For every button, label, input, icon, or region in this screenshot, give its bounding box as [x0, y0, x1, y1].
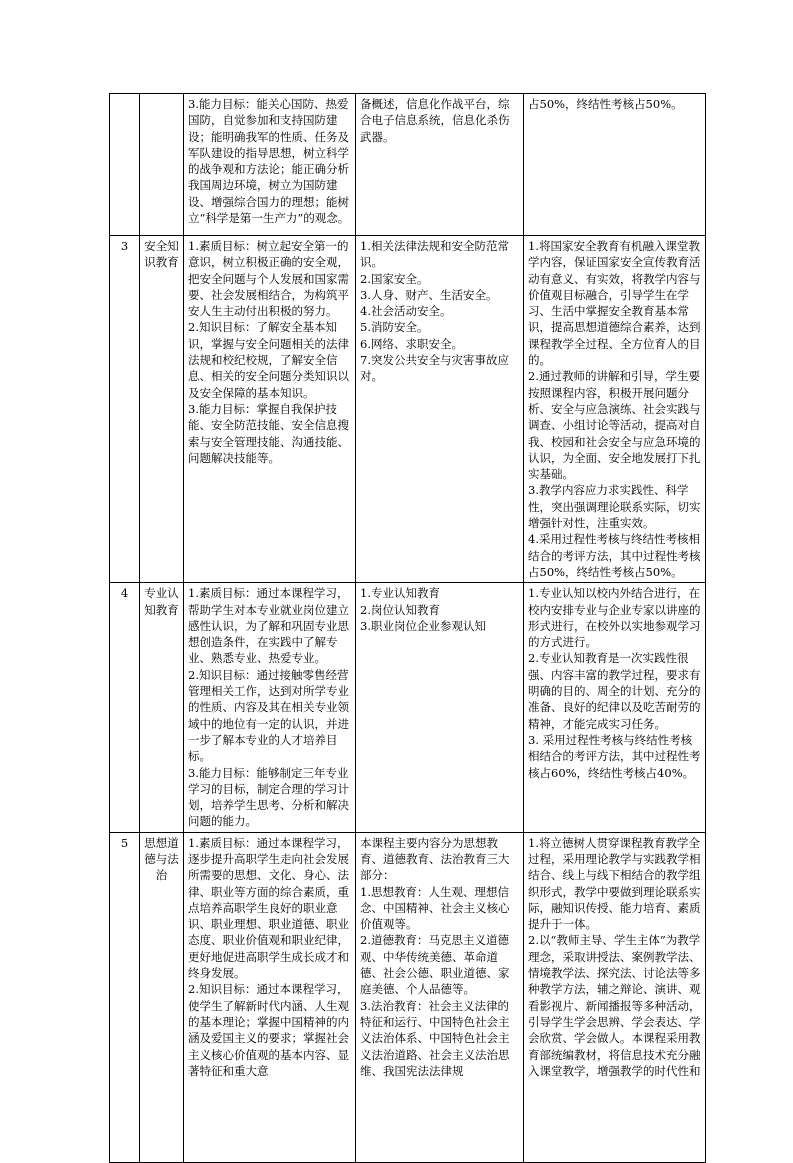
course-content — [356, 583, 524, 832]
goal-item: 3.能力目标：能够制定三年专业学习的目标，制定合理的学习计划，培养学生思考、分析和解决问题的能力。 — [188, 765, 349, 829]
course-requirements — [524, 832, 706, 1162]
course-name: 思想道德与法治 — [140, 832, 184, 1162]
content-item: 4.社会活动安全。 — [360, 304, 452, 319]
requirement-item: 4.采用过程性考核与终结性考核相结合的考评方法，其中过程性考核占50%，终结性考核占50%。 — [528, 532, 701, 579]
goal-item: 2.知识目标：通过本课程学习，使学生了解新时代内涵、人生观的基本理论；掌握中国精神的内涵及爱国主义的要求；掌握社会主义核心价值观的基本内容、显著特征和重大意 — [188, 982, 349, 1078]
goal-item: 1.素质目标：通过本课程学习，逐步提升高职学生走向社会发展所需要的思想、文化、身心、法律、职业等方面的综合素质，重点培养高职学生良好的职业意识、职业理想、职业道德、职业态度、职业价值观和职业纪律，更好地促进高职学生成长成才和终身发展。 — [188, 835, 349, 981]
content-item: 1.思想教育：人生观、理想信念、中国精神、社会主义核心价值观等。 — [360, 884, 510, 932]
goal-item: 3.能力目标：掌握自我保护技能、安全防范技能、安全信息搜索与安全管理技能、沟通技能、问题解决技能等。 — [188, 401, 349, 465]
content-item: 1.相关法律法规和安全防范常识。 — [360, 239, 509, 270]
content-item: 3.法治教育：社会主义法律的特征和运行、中国特色社会主义法治体系、中国特色社会主义法治道路、社会主义法治思维、我国宪法法律规 — [360, 998, 510, 1078]
table-row — [110, 94, 706, 236]
content-item: 1.专业认知教育 — [360, 586, 440, 601]
course-goals — [184, 583, 356, 832]
content-item: 2.岗位认知教育 — [360, 602, 440, 617]
course-name — [140, 94, 184, 236]
course-requirements — [524, 94, 706, 236]
course-requirements — [524, 236, 706, 583]
content-item: 5.消防安全。 — [360, 320, 429, 335]
row-index: 5 — [110, 832, 140, 1162]
goal-item: 2.知识目标：通过接触零售经营管理相关工作，达到对所学专业的性质、内容及其在相关专业领域中的地位有一定的认识，并进一步了解本专业的人才培养目标。 — [188, 667, 349, 764]
course-name: 安全知识教育 — [140, 236, 184, 583]
course-content — [356, 94, 524, 236]
course-content — [356, 236, 524, 583]
table-row — [110, 832, 706, 1162]
row-index: 4 — [110, 583, 140, 832]
requirement-item: 1.专业认知以校内外结合进行，在校内安排专业与企业专家以讲座的形式进行，在校外以实地参观学习的方式进行。 — [528, 586, 701, 650]
course-goals — [184, 236, 356, 583]
content-item: 3.职业岗位企业参观认知 — [360, 618, 486, 633]
row-index — [110, 94, 140, 236]
content-item: 2.道德教育：马克思主义道德观、中华传统美德、革命道德、社会公德、职业道德、家庭美德、个人品德等。 — [360, 933, 510, 997]
goal-item: 2.知识目标：了解安全基本知识，掌握与安全问题相关的法律法规和校纪校规，了解安全信息、相关的安全问题分类知识以及安全保障的基本知识。 — [188, 320, 349, 400]
content-item: 6.网络、求职安全。 — [360, 336, 463, 351]
content-item: 7.突发公共安全与灾害事故应对。 — [360, 353, 509, 384]
content-item: 2.国家安全。 — [360, 271, 429, 286]
requirement-item: 占50%，终结性考核占50%。 — [528, 97, 683, 111]
requirement-item: 1.将立德树人贯穿课程教育教学全过程，采用理论教学与实践教学相结合、线上与线下相结合的教学组织形式，教学中要做到理论联系实际，融知识传授、能力培育、素质提升于一体。 — [528, 835, 701, 932]
row-index: 3 — [110, 236, 140, 583]
requirement-item: 2.以“教师主导、学生主体”为教学理念，采取讲授法、案例教学法、情境教学法、探究法、讨论法等多种教学方法，辅之辩论、演讲、观看影视片、新闻播报等多种活动，引导学生学会思辨、学会表达、学会欣赏、学会做人。本课程采用教育部统编教材，将信息技术充分融入课堂教学，增强教学的时代性和 — [528, 933, 701, 1078]
goal-item: 1.素质目标：树立起安全第一的意识，树立积极正确的安全观，把安全问题与个人发展和国家需要、社会发展相结合，为构筑平安人生主动付出积极的努力。 — [188, 239, 349, 319]
table-row — [110, 583, 706, 832]
course-requirements — [524, 583, 706, 832]
course-name: 专业认知教育 — [140, 583, 184, 832]
requirement-item: 2.通过教师的讲解和引导，学生要按照课程内容，积极开展问题分析、安全与应急演练、社会实践与调查、小组讨论等活动，提高对自我、校园和社会安全与应急环境的认识，为全面、安全地发展打下扎实基础。 — [528, 369, 701, 482]
course-goals — [184, 832, 356, 1162]
requirement-item: 1.将国家安全教育有机融入课堂教学内容，保证国家安全宣传教育活动有意义、有实效，将教学内容与价值观目标融合，引导学生在学习、生活中掌握安全教育基本常识，提高思想道德综合素养，达到课程教学全过程、全方位育人的目的。 — [528, 239, 701, 368]
table-row — [110, 236, 706, 583]
content-item: 备概述，信息化作战平台，综合电子信息系统，信息化杀伤武器。 — [360, 97, 510, 144]
content-item: 本课程主要内容分为思想教育、道德教育、法治教育三大部分： — [360, 835, 510, 883]
goal-item: 1.素质目标：通过本课程学习，帮助学生对本专业就业岗位建立感性认识，为了解和巩固专业思想创造条件，在实践中了解专业、熟悉专业、热爱专业。 — [188, 586, 349, 666]
requirement-item: 2.专业认知教育是一次实践性很强、内容丰富的教学过程，要求有明确的目的、周全的计划、充分的准备、良好的纪律以及吃苦耐劳的精神，才能完成实习任务。 — [528, 651, 701, 731]
curriculum-table — [109, 93, 706, 1163]
requirement-item: 3.教学内容应力求实践性、科学性，突出强调理论联系实际，切实增强针对性，注重实效。 — [528, 483, 701, 531]
requirement-item: 3. 采用过程性考核与终结性考核相结合的考评方法，其中过程性考核占60%，终结性考核占40%。 — [528, 732, 701, 780]
goal-item: 3.能力目标：能关心国防、热爱国防，自觉参加和支持国防建设；能明确我军的性质、任务及军队建设的指导思想，树立科学的战争观和方法论；能正确分析我国周边环境，树立为国防建设、增强综合国力的理想；能树立“科学是第一生产力”的观念。 — [188, 97, 350, 226]
course-content — [356, 832, 524, 1162]
course-goals — [184, 94, 356, 236]
content-item: 3.人身、财产、生活安全。 — [360, 287, 498, 302]
